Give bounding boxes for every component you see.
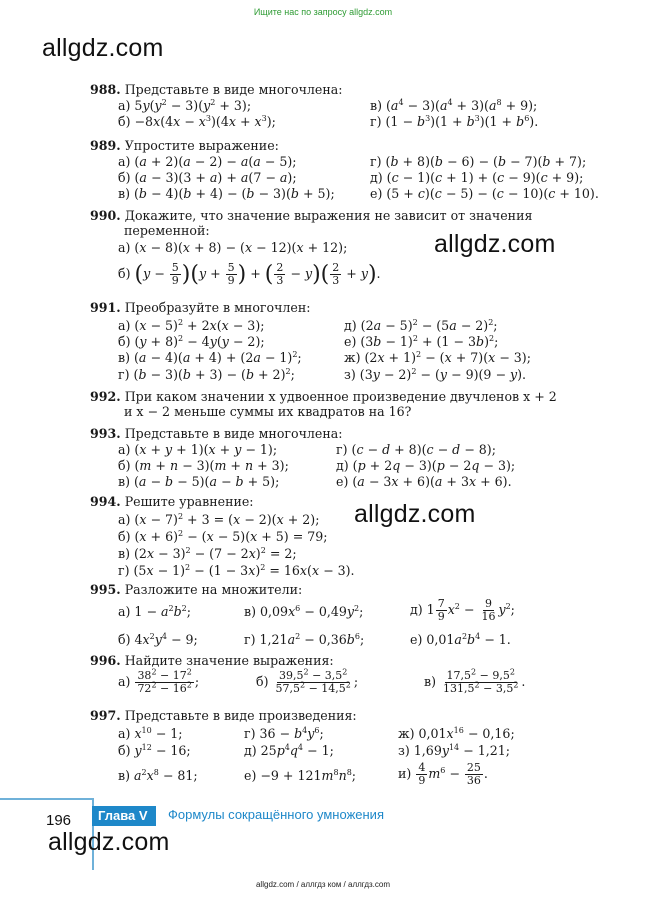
expr-990a: а) (x − 8)(x + 8) − (x − 12)(x + 12);: [118, 240, 348, 255]
problem-text: Преобразуйте в многочлен:: [124, 300, 311, 315]
expr-991d: д) $(2a - 5)^2 - (5a - 2)^2$;: [344, 317, 498, 333]
expr-994v: в) $(2x - 3)^2 - (7 - 2x)^2 = 2$;: [118, 545, 297, 561]
expr-991b: б) $(y + 8)^2 - 4y(y - 2)$;: [118, 333, 265, 349]
expr-995v: в) $0,09x^6 - 0,49y^2$;: [244, 603, 364, 619]
expr-997e: $е) -9 + 121m^8n^8$;: [244, 767, 357, 783]
problem-number: 989.: [90, 138, 121, 153]
expr-995b: б) $4x^2y^4 - 9$;: [118, 631, 198, 647]
expr-996a: а) $\frac{38^2 - 17^2}{72^2 - 16^2}$ ;: [118, 667, 200, 695]
problem-number: 996.: [90, 653, 121, 668]
expr-993g: г) (c − d + 8)(c − d − 8);: [336, 442, 496, 457]
expr-993a: а) (x + y + 1)(x + y − 1);: [118, 442, 278, 457]
footer-rule: [0, 798, 92, 800]
problem-text: Представьте в виде многочлена:: [124, 426, 343, 441]
problem-text: Представьте в виде многочлена:: [124, 82, 343, 97]
problem-text: При каком значении x удвоенное произведение двучленов x + 2: [124, 389, 557, 404]
bottom-note: allgdz.com / аллгдз ком / аллгдз.com: [255, 880, 391, 889]
expr-989a: а) (a + 2)(a − 2) − a(a − 5);: [118, 154, 297, 169]
expr-996v: в) $\frac{17,5^2 - 9,5^2}{131,5^2 - 3,5^2}$ .: [424, 667, 526, 695]
problem-text: Представьте в виде произведения:: [124, 708, 357, 723]
expr-997g: г) $36 - b^4y^6$;: [244, 725, 324, 741]
problem-991-heading: [90, 300, 311, 315]
expr-991e: е) $(3b - 1)^2 + (1 - 3b)^2$;: [344, 333, 499, 349]
problem-997-heading: [90, 708, 357, 723]
expr-996b: б) $\frac{39,5^2 - 3,5^2}{57,5^2 - 14,5^2}$ ;: [256, 667, 359, 695]
expr-993d: д) (p + 2q − 3)(p − 2q − 3);: [336, 458, 516, 473]
expr-990b: б) (y − $\frac{5}{9}$ )(y + $\frac{5}{9}$ ) + ( $\frac{2}{3}$ − y)( $\frac{2}{3}$ + y).: [118, 261, 381, 287]
problem-text: Найдите значение выражения:: [124, 653, 334, 668]
expr-995d: д) 1 $\frac{7}{9}$ $x^2$ − $\frac{9}{16}$ $y^2$;: [410, 597, 515, 623]
expr-997i: и) $\frac{4}{9}$ $m^6$ − $\frac{25}{36}$ .: [398, 761, 488, 787]
page-number: 196: [46, 812, 72, 829]
problem-number: 988.: [90, 82, 121, 97]
problem-995-heading: [90, 582, 302, 597]
chapter-label: Глава V: [92, 806, 156, 826]
expr-989d: д) (c − 1)(c + 1) + (c − 9)(c + 9);: [370, 170, 584, 185]
expr-994g: г) $(5x - 1)^2 - (1 - 3x)^2 = 16x(x - 3)$.: [118, 562, 355, 578]
problem-number: 990.: [90, 208, 121, 223]
problem-990-heading: [90, 208, 532, 223]
expr-997d: д) $25p^4q^4 - 1$;: [244, 742, 334, 758]
expr-997a: а) $x^{10} - 1$;: [118, 725, 183, 741]
expr-995e: е) $0,01a^2b^4 - 1$.: [410, 631, 511, 647]
problem-number: 991.: [90, 300, 121, 315]
expr-997z: з) $1,69y^{14} - 1,21$;: [398, 742, 510, 758]
expr-988v: в) $(a^4 - 3)(a^4 + 3)(a^8 + 9)$;: [370, 97, 538, 113]
expr-995a: а) $1 - a^2b^2$;: [118, 603, 192, 619]
expr-993e: е) (a − 3x + 6)(a + 3x + 6).: [336, 474, 512, 489]
expr-989v: в) (b − 4)(b + 4) − (b − 3)(b + 5);: [118, 186, 335, 201]
problem-988-heading: [90, 82, 343, 97]
expr-988b: $б) -8x(4x - x^3)(4x + x^3)$;: [118, 113, 276, 129]
expr-989b: б) (a − 3)(3 + a) + a(7 − a);: [118, 170, 297, 185]
expr-995g: г) $1,21a^2 - 0,36b^6$;: [244, 631, 365, 647]
expr-994a: а) $(x - 7)^2 + 3 = (x - 2)(x + 2)$;: [118, 511, 320, 527]
problem-993-heading: [90, 426, 343, 441]
problem-text: Разложите на множители:: [124, 582, 303, 597]
expr-991a: а) $(x - 5)^2 + 2x(x - 3)$;: [118, 317, 265, 333]
expr-994b: б) $(x + 6)^2 - (x - 5)(x + 5) = 79$;: [118, 528, 328, 544]
expr-989e: е) (5 + c)(c − 5) − (c − 10)(c + 10).: [370, 186, 599, 201]
problem-text: Докажите, что значение выражения не зависит от значения: [124, 208, 533, 223]
problem-number: 992.: [90, 389, 121, 404]
problem-number: 995.: [90, 582, 121, 597]
problem-text: Решите уравнение:: [124, 494, 254, 509]
problem-text: Упростите выражение:: [124, 138, 279, 153]
watermark: allgdz.com: [434, 230, 556, 258]
expr-997zh: ж) $0,01x^{16} - 0,16$;: [398, 725, 515, 741]
expr-991z: з) $(3y - 2)^2 - (y - 9)(9 - y)$.: [344, 366, 527, 382]
expr-991v: в) $(a - 4)(a + 4) + (2a - 1)^2$;: [118, 349, 302, 365]
expr-997v: в) $a^2x^8 - 81$;: [118, 767, 198, 783]
problem-989-heading: [90, 138, 279, 153]
problem-996-heading: [90, 653, 334, 668]
expr-991zh: ж) $(2x + 1)^2 - (x + 7)(x - 3)$;: [344, 349, 531, 365]
watermark: allgdz.com: [42, 34, 164, 62]
watermark: allgdz.com: [48, 828, 170, 856]
problem-number: 997.: [90, 708, 121, 723]
expr-993b: б) (m + n − 3)(m + n + 3);: [118, 458, 289, 473]
chapter-title: Формулы сокращённого умножения: [168, 807, 384, 822]
problem-990-line2: переменной:: [124, 223, 210, 238]
expr-993v: в) (a − b − 5)(a − b + 5);: [118, 474, 280, 489]
problem-number: 994.: [90, 494, 121, 509]
expr-997b: б) $y^{12} - 16$;: [118, 742, 191, 758]
top-search-note: Ищите нас по запросу allgdz.com: [253, 7, 393, 17]
expr-988g: г) $(1 - b^3)(1 + b^3)(1 + b^6)$.: [370, 113, 539, 129]
expr-988a: а) $5y(y^2 - 3)(y^2 + 3)$;: [118, 97, 252, 113]
problem-number: 993.: [90, 426, 121, 441]
expr-989g: г) (b + 8)(b − 6) − (b − 7)(b + 7);: [370, 154, 587, 169]
watermark: allgdz.com: [354, 500, 476, 528]
problem-992-heading: [90, 389, 557, 404]
problem-992-line2: и x − 2 меньше суммы их квадратов на 16?: [124, 404, 412, 419]
problem-994-heading: [90, 494, 254, 509]
expr-991g: г) $(b - 3)(b + 3) - (b + 2)^2$;: [118, 366, 295, 382]
